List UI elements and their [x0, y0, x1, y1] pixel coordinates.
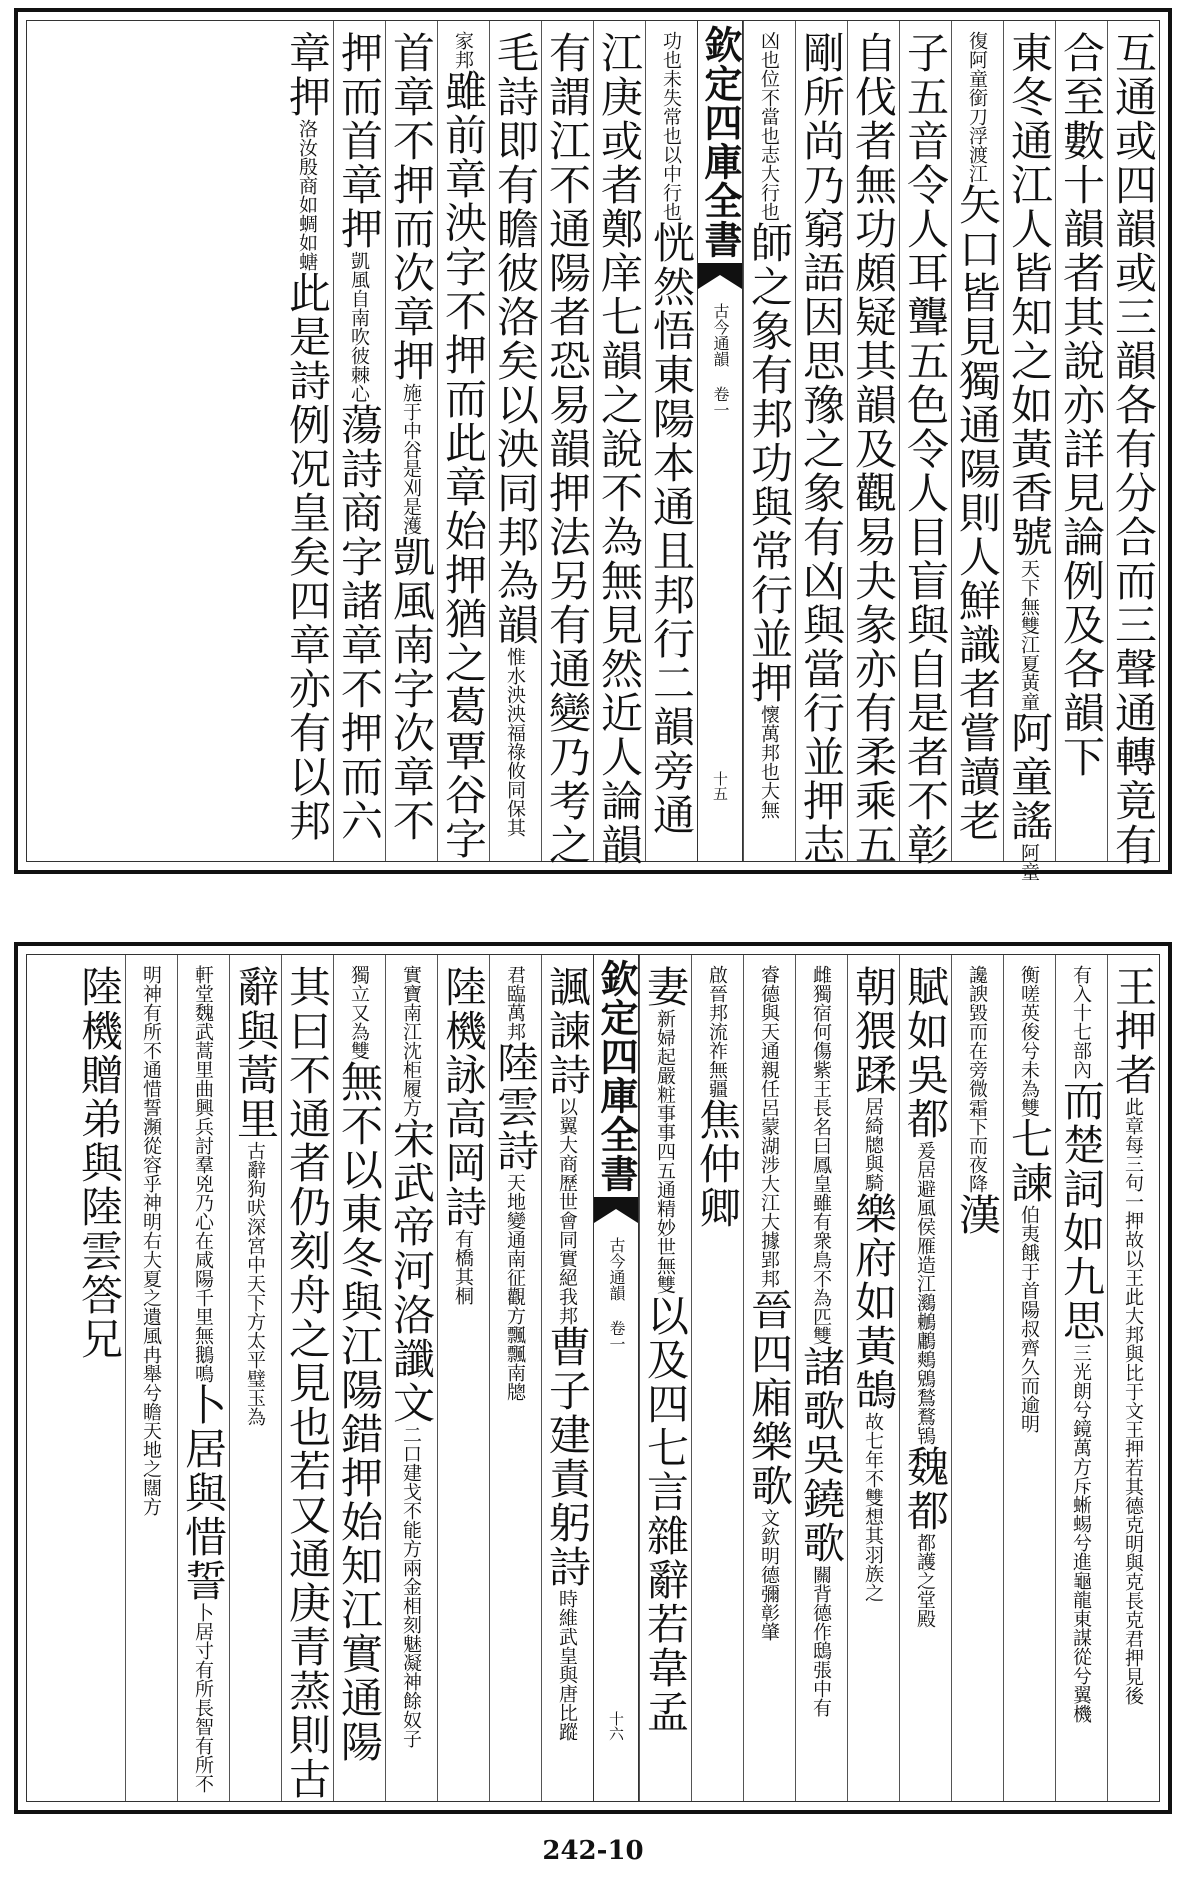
text-column — [73, 955, 125, 1801]
main-text: 王押者 — [1109, 965, 1158, 1097]
annotation-note: 關背德作鴟張中有 — [810, 1565, 832, 1717]
annotation-note: 實寶南江沈柜履方 — [400, 965, 422, 1117]
text-column — [639, 955, 691, 1801]
main-text: 陸機贈弟與陸雲答兄 — [75, 965, 124, 1361]
main-text: 有謂江不通陽者恐易韻押法另有通變乃考之 — [543, 31, 592, 867]
text-column — [541, 955, 593, 1801]
text-column — [541, 21, 593, 867]
annotation-note: 新婦起嚴粧事事四五通精妙世無雙 — [654, 1009, 676, 1294]
main-text: 恍然悟東陽本通且邦行二韻旁通 — [647, 221, 696, 837]
main-text: 卜居與惜誓 — [179, 1383, 228, 1603]
bottom-page-columns — [26, 954, 1160, 1802]
text-column — [437, 21, 489, 861]
main-text: 而楚詞如九思 — [1057, 1079, 1106, 1343]
fold-center-column — [697, 21, 743, 861]
fishtail-mark-icon — [594, 1197, 638, 1223]
annotation-note: 衡嗟英俊兮未為雙 — [1018, 965, 1040, 1117]
annotation-note: 施于中谷是刈是濩 — [400, 383, 422, 535]
main-text: 此是詩例况皇矣四章亦有以邦 — [283, 271, 332, 843]
annotation-note: 明神有所不通惜誓瀕從 — [140, 965, 162, 1155]
annotation-note: 居綺牕與騎 — [862, 1097, 884, 1192]
main-text: 剛所尚乃窮語因思豫之象有凶與當行並押志 — [797, 31, 846, 867]
main-text: 阿童謠 — [1005, 711, 1054, 843]
annotation-note: 文欽明德彌彰肇 — [758, 1508, 780, 1641]
main-text: 凱風南字次章不 — [387, 535, 436, 843]
fold-center-column — [593, 955, 639, 1801]
text-column — [951, 955, 1003, 1801]
main-text: 以及四七言雜辭若韋孟 — [641, 1294, 690, 1734]
main-text: 無不以東冬與江陽錯押始知江實通陽 — [335, 1060, 384, 1764]
text-column — [177, 955, 229, 1801]
annotation-note: 獨立又為雙 — [348, 965, 370, 1060]
main-text: 晉四廂樂歌 — [745, 1288, 794, 1508]
main-text: 陸機詠高岡詩 — [439, 965, 488, 1229]
text-column — [281, 955, 333, 1801]
text-column — [951, 21, 1003, 861]
main-text: 合至數十韻者其說亦詳見論例及各韻下 — [1057, 31, 1106, 779]
folio-number: 十六 — [607, 1711, 625, 1741]
book-title: 欽定四庫全書 — [594, 959, 639, 1193]
main-text: 東冬通江人皆知之如黃香號 — [1005, 31, 1054, 559]
main-text: 其曰不通者仍刻舟之見也若又通庚青蒸則古 — [283, 965, 332, 1801]
annotation-note: 有入十七部內 — [1070, 965, 1092, 1079]
main-text: 辭與蒿里 — [231, 965, 280, 1141]
text-column — [847, 955, 899, 1801]
volume-label: 古今通韻 卷一 — [607, 1237, 626, 1352]
main-text: 賦如吳都 — [901, 965, 950, 1141]
annotation-note: 睿德與天通親任呂蒙湖 — [758, 965, 780, 1155]
top-page-columns — [26, 20, 1160, 881]
annotation-note: 鳳皇雖有衆鳥不為匹雙 — [810, 1155, 832, 1345]
main-text: 樂府如黃鵠 — [849, 1192, 898, 1412]
main-text: 諸歌吳鐃歌 — [797, 1345, 846, 1565]
text-column — [593, 21, 645, 867]
main-text: 宋武帝河洛讖文 — [387, 1117, 436, 1425]
text-column — [691, 955, 743, 1801]
annotation-note: 有橋其桐 — [452, 1229, 474, 1305]
main-text: 焦仲卿 — [693, 1098, 742, 1230]
main-text: 蕩詩商字諸章不押而六 — [335, 403, 384, 843]
text-column — [437, 955, 489, 1801]
annotation-note: 此章每三句一押故以王此大邦與比于文王押若其德克明與克長克君押見後 — [1122, 1097, 1144, 1705]
main-text: 師之象有邦功與常行並押 — [745, 221, 794, 705]
text-column — [743, 21, 795, 861]
volume-label: 古今通韻 卷一 — [711, 303, 730, 418]
text-column — [1107, 955, 1159, 1801]
annotation-note: 二口建戈不能方兩金相刻魅凝神餘奴子 — [400, 1425, 422, 1748]
text-column — [1055, 21, 1107, 861]
annotation-note: 軒堂魏武蒿里曲興兵討羣兇乃心在 — [192, 965, 214, 1250]
main-text: 江庚或者鄭庠七韻之說不為無見然近人論韻 — [595, 31, 644, 867]
text-column — [125, 955, 177, 1801]
text-column — [899, 955, 951, 1801]
annotation-note: 涉大江大據郢邦 — [758, 1155, 780, 1288]
main-text: 魏都 — [901, 1445, 950, 1533]
annotation-note: 故七年不雙想其羽族之 — [862, 1412, 884, 1602]
annotation-note: 容乎神明右大夏之遺風冉舉兮瞻天地之闊方 — [140, 1155, 162, 1516]
annotation-note: 洛汝殷商如蜩如螗 — [296, 119, 318, 271]
annotation-note: 天下無雙江夏黃童 — [1018, 559, 1040, 711]
annotation-note: 卜居寸有所長智有所不 — [192, 1603, 214, 1793]
annotation-note: 啟晉邦流祚無疆 — [706, 965, 728, 1098]
annotation-note: 天地變通南征觀方飄飄南牕 — [504, 1173, 526, 1401]
text-column — [899, 21, 951, 867]
top-page-frame — [14, 8, 1172, 881]
main-text: 雖前章泱字不押而此章始押猶之葛覃谷字 — [439, 69, 488, 861]
annotation-note: 雌獨宿何傷紫王長名曰 — [810, 965, 832, 1155]
main-text: 七諫 — [1005, 1117, 1054, 1205]
book-title: 欽定四庫全書 — [698, 25, 743, 259]
text-column — [645, 21, 697, 861]
annotation-note: 咸陽千里無鵝鳴 — [192, 1250, 214, 1383]
folio-number: 十五 — [711, 771, 729, 801]
text-column — [795, 21, 847, 867]
annotation-note: 功也未失常也以中行也 — [660, 31, 682, 221]
text-column — [385, 955, 437, 1801]
annotation-note: 復阿童銜刀浮渡江 — [966, 31, 988, 183]
text-column — [489, 21, 541, 861]
text-column — [489, 955, 541, 1801]
annotation-note: 伯夷餓于首陽叔齊久而逾明 — [1018, 1205, 1040, 1433]
main-text: 漢 — [953, 1193, 1002, 1237]
main-text: 矢口皆見獨通陽則人鮮識者嘗讀老 — [953, 183, 1002, 843]
bottom-page-frame — [14, 942, 1172, 1814]
annotation-note: 家邦 — [452, 31, 474, 69]
main-text: 自伐者無功頗疑其韻及觀易夬彖亦有柔乘五 — [849, 31, 898, 867]
annotation-note: 君臨萬邦 — [504, 965, 526, 1041]
text-column — [1003, 21, 1055, 881]
main-text: 押而首章押 — [335, 31, 384, 251]
text-column — [743, 955, 795, 1801]
text-column — [1055, 955, 1107, 1801]
main-text: 毛詩即有瞻彼洛矣以泱同邦為韻 — [491, 31, 540, 647]
text-column — [1107, 21, 1159, 867]
annotation-note: 懷萬邦也大無 — [758, 705, 780, 819]
main-text: 首章不押而次章押 — [387, 31, 436, 383]
text-column — [385, 21, 437, 861]
annotation-note: 阿童 — [1018, 843, 1040, 881]
annotation-note: 都護之堂殿 — [914, 1533, 936, 1628]
annotation-note: 凶也位不當也志大行也 — [758, 31, 780, 221]
text-column — [229, 955, 281, 1801]
main-text: 妻 — [641, 965, 690, 1009]
annotation-note: 讒諛毀而在旁微霜下而夜降 — [966, 965, 988, 1193]
text-column — [795, 955, 847, 1801]
main-text: 曹子建責躬詩 — [543, 1325, 592, 1589]
main-text: 陸雲詩 — [491, 1041, 540, 1173]
main-text: 諷諫詩 — [543, 965, 592, 1097]
text-column — [1003, 955, 1055, 1801]
text-column — [333, 21, 385, 861]
fishtail-mark-icon — [698, 263, 742, 289]
text-column — [847, 21, 899, 867]
annotation-note: 時維武皇與唐比蹤 — [556, 1589, 578, 1741]
page-number: 242-10 — [542, 1836, 644, 1866]
main-text: 互通或四韻或三韻各有分合而三聲通轉竟有 — [1109, 31, 1158, 867]
annotation-note: 三光朗兮鏡萬方斥蜥蜴兮進龜龍東謀從兮翼機 — [1070, 1343, 1092, 1723]
main-text: 章押 — [283, 31, 332, 119]
main-text: 子五音令人耳聾五色令人目盲與自是者不彰 — [901, 31, 950, 867]
annotation-note: 爰居避風侯雁造江鸂鶒鷛鷞鶂鶖鶩鴇 — [914, 1141, 936, 1445]
text-column — [281, 21, 333, 861]
annotation-note: 凱風自南吹彼棘心 — [348, 251, 370, 403]
annotation-note: 以翼大商歷世會同實絕我邦 — [556, 1097, 578, 1325]
main-text: 朝猥蹂 — [849, 965, 898, 1097]
annotation-note: 古辭狗吠深宮中天下方太平璧玉為 — [244, 1141, 266, 1426]
annotation-note: 惟水泱泱福祿攸同保其 — [504, 647, 526, 837]
text-column — [333, 955, 385, 1801]
